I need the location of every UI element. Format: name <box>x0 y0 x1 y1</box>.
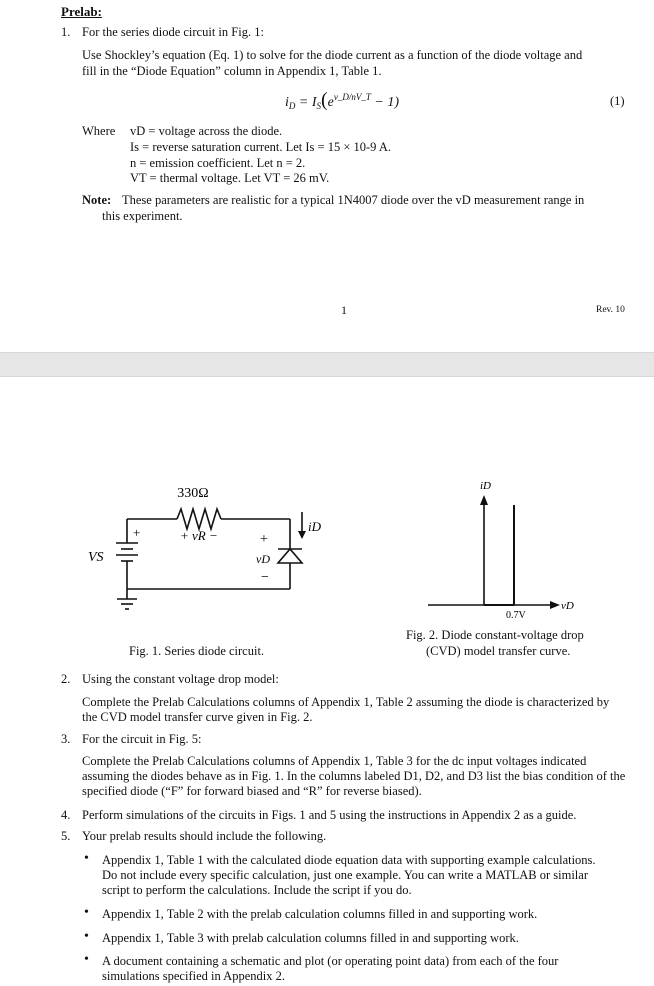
item-2-body: Complete the Prelab Calculations columns of Appendix 1, Table 2 assuming the diode is characterized by the CVD model transfer curve given in Fig. 2. <box>82 695 610 724</box>
current-arrow-head <box>298 531 306 539</box>
note-line-2: this experiment. <box>102 209 183 223</box>
item-4-title: Perform simulations of the circuits in Figs. 1 and 5 using the instructions in Appendix 2 as a guide. <box>82 808 577 822</box>
item-3-title: For the circuit in Fig. 5: <box>82 732 202 746</box>
item-1-body-line2: fill in the “Diode Equation” column in Appendix 1, Table 1. <box>82 64 382 78</box>
diode-triangle <box>278 549 302 563</box>
bullet-4-text: A document containing a schematic and plot (or operating point data) from each of the four simulations specified in Appendix 2. <box>102 954 559 983</box>
bullet-1-dot: • <box>84 851 89 866</box>
vs-label: VS <box>88 550 104 565</box>
vr-label: + vR − <box>180 528 218 543</box>
vd-label: vD <box>256 552 270 566</box>
bullet-2-text: Appendix 1, Table 2 with the prelab calculation columns filled in and supporting work. <box>102 907 538 921</box>
bullet-1-text: Appendix 1, Table 1 with the calculated diode equation data with supporting example calculations. Do not include every specific calculation, just one example. You can write a MATLAB or similar script to perform the calculations. Include the script if you do. <box>102 853 596 897</box>
fig2-caption-line1: Fig. 2. Diode constant-voltage drop <box>406 628 584 642</box>
page-number: 1 <box>341 303 347 317</box>
fig2-chart <box>420 473 610 623</box>
item-1-body-line1: Use Shockley’s equation (Eq. 1) to solve for the diode current as a function of the diode voltage and <box>82 48 583 62</box>
source-plus: + <box>133 525 141 540</box>
fig1-caption: Fig. 1. Series diode circuit. <box>129 644 265 658</box>
id-label: iD <box>308 519 321 534</box>
page-gap <box>0 353 654 376</box>
vd-minus: − <box>261 570 269 585</box>
item-3-number: 3. <box>61 732 71 746</box>
equation-number: (1) <box>610 94 625 108</box>
bullet-3-dot: • <box>84 929 89 944</box>
fig2-caption-line2: (CVD) model transfer curve. <box>426 644 571 658</box>
fig1-schematic <box>80 477 340 627</box>
y-axis-label: iD <box>480 480 491 492</box>
prelab-heading: Prelab: <box>61 4 102 19</box>
item-2-title: Using the constant voltage drop model: <box>82 672 279 686</box>
knee-label: 0.7V <box>506 610 526 621</box>
resistor-symbol <box>177 509 221 529</box>
revision-label: Rev. 10 <box>596 305 625 315</box>
x-axis-label: vD <box>561 600 574 612</box>
shockley-equation: $i_D = I_S(e^{v\_D/nV\_T} - 1)$ <box>285 89 399 111</box>
vd-plus: + <box>260 532 268 547</box>
resistor-label: 330Ω <box>177 486 209 501</box>
note-label: Note: <box>82 193 112 207</box>
bullet-2-dot: • <box>84 905 89 920</box>
item-4-number: 4. <box>61 808 71 822</box>
item-5-number: 5. <box>61 829 71 843</box>
where-label: Where <box>82 124 116 138</box>
where-line-4: VT = thermal voltage. Let VT = 26 mV. <box>130 171 330 185</box>
where-line-2: Is = reverse saturation current. Let Is = 15 × 10-9 A. <box>130 140 392 154</box>
page-2 <box>0 376 654 986</box>
bullet-3-text: Appendix 1, Table 3 with prelab calculation columns filled in and supporting work. <box>102 931 519 945</box>
item-1-title: For the series diode circuit in Fig. 1: <box>82 25 264 39</box>
y-axis-arrow <box>480 495 488 505</box>
item-2-number: 2. <box>61 672 71 686</box>
where-line-3: n = emission coefficient. Let n = 2. <box>130 156 306 170</box>
note-line-1: These parameters are realistic for a typical 1N4007 diode over the vD measurement range in <box>122 193 585 207</box>
where-line-1: vD = voltage across the diode. <box>130 124 283 138</box>
item-1-number: 1. <box>61 25 71 39</box>
bullet-4-dot: • <box>84 952 89 967</box>
item-5-title: Your prelab results should include the following. <box>82 829 327 843</box>
x-axis-arrow <box>550 601 560 609</box>
page-1 <box>0 0 654 353</box>
item-3-body: Complete the Prelab Calculations columns of Appendix 1, Table 3 for the dc input voltages indicated assuming the diodes behave as in Fig. 1. In the columns labeled D1, D2, and D3 list the bias condition of the specified diode (“F” for forward biased and “R” for reverse biased). <box>82 754 626 798</box>
